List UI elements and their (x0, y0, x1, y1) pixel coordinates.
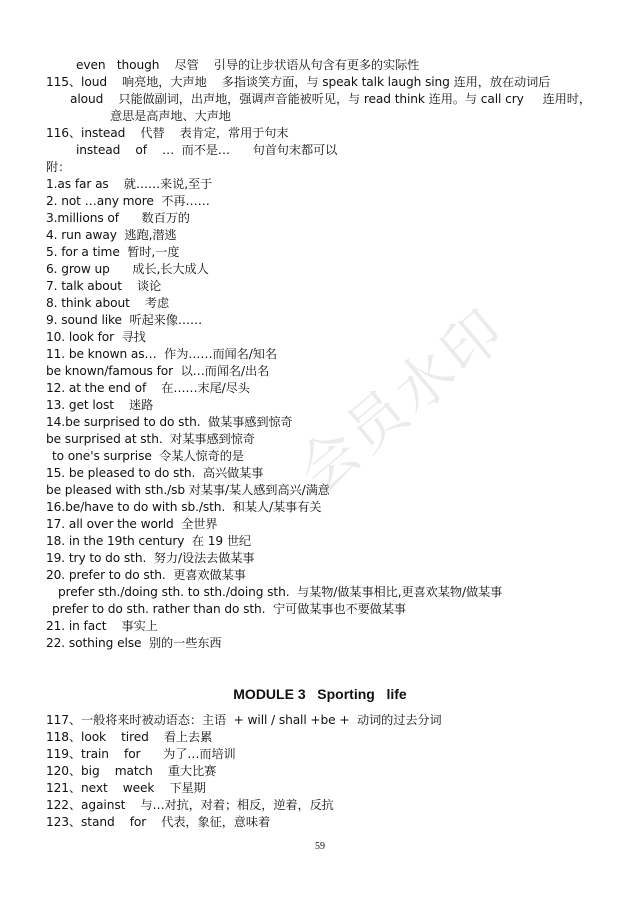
text-line: to one's surprise 令某人惊奇的是 (52, 449, 244, 463)
watermark-image: 会 员 水 印 (285, 297, 516, 507)
text-line: 15. be pleased to do sth. 高兴做某事 (46, 466, 264, 480)
text-line: 119、train for 为了…而培训 (46, 747, 236, 761)
text-line: aloud 只能做副词，出声地，强调声音能被听见，与 read think 连用。与 call cry 连用时， (70, 92, 591, 106)
text-line: prefer to do sth. rather than do sth. 宁可做某事也不要做某事 (52, 602, 406, 616)
text-line: 5. for a time 暂时,一度 (46, 245, 180, 259)
text-line: 12. at the end of 在……末尾/尽头 (46, 381, 250, 395)
text-line: 1.as far as 就……来说,至于 (46, 177, 213, 191)
text-line: 115、loud 响亮地，大声地 多指谈笑方面，与 speak talk laugh sing 连用，放在动词后 (46, 75, 551, 89)
text-line: 13. get lost 迷路 (46, 398, 154, 412)
text-line: 意思是高声地、大声地 (110, 109, 231, 123)
text-line: 22. sothing else 别的一些东西 (46, 636, 222, 650)
text-line: instead of … 而不是… 句首句末都可以 (76, 143, 338, 157)
text-line: 9. sound like 听起来像…… (46, 313, 203, 327)
text-line: 3.millions of 数百万的 (46, 211, 190, 225)
text-line: 2. not …any more 不再…… (46, 194, 210, 208)
text-line: 14.be surprised to do sth. 做某事感到惊奇 (46, 415, 293, 429)
text-line: 11. be known as… 作为……而闻名/知名 (46, 347, 277, 361)
text-line: 122、against 与…对抗，对着；相反，逆着，反抗 (46, 798, 334, 812)
text-line: be pleased with sth./sb 对某事/某人感到高兴/满意 (46, 483, 330, 497)
text-line: 117、一般将来时被动语态：主语 + will / shall +be + 动词的过去分词 (46, 713, 442, 727)
text-line: 7. talk about 谈论 (46, 279, 162, 293)
text-line: 19. try to do sth. 努力/设法去做某事 (46, 551, 255, 565)
text-line: 21. in fact 事实上 (46, 619, 158, 633)
text-line: 10. look for 寻找 (46, 330, 146, 344)
text-line: 118、look tired 看上去累 (46, 730, 213, 744)
text-line: even though 尽管 引导的让步状语从句含有更多的实际性 (76, 58, 420, 72)
text-line: 120、big match 重大比赛 (46, 764, 217, 778)
text-line: 6. grow up 成长,长大成人 (46, 262, 209, 276)
section-heading: MODULE 3 Sporting life (233, 686, 407, 702)
text-line: 4. run away 逃跑,潜逃 (46, 228, 177, 242)
text-line: be known/famous for 以…而闻名/出名 (46, 364, 270, 378)
text-line: 8. think about 考虑 (46, 296, 170, 310)
text-line: 18. in the 19th century 在 19 世纪 (46, 534, 252, 548)
text-line: 16.be/have to do with sb./sth. 和某人/某事有关 (46, 500, 322, 514)
text-line: 附： (46, 160, 71, 174)
text-line: 17. all over the world 全世界 (46, 517, 218, 531)
page-number: 59 (315, 841, 325, 852)
text-line: 116、instead 代替 表肯定，常用于句末 (46, 126, 289, 140)
text-line: prefer sth./doing sth. to sth./doing sth. 与某物/做某事相比,更喜欢某物/做某事 (58, 585, 503, 599)
text-line: 20. prefer to do sth. 更喜欢做某事 (46, 568, 246, 582)
text-line: 123、stand for 代表，象征，意味着 (46, 815, 271, 829)
text-line: 121、next week 下星期 (46, 781, 206, 795)
text-line: be surprised at sth. 对某事感到惊奇 (46, 432, 255, 446)
